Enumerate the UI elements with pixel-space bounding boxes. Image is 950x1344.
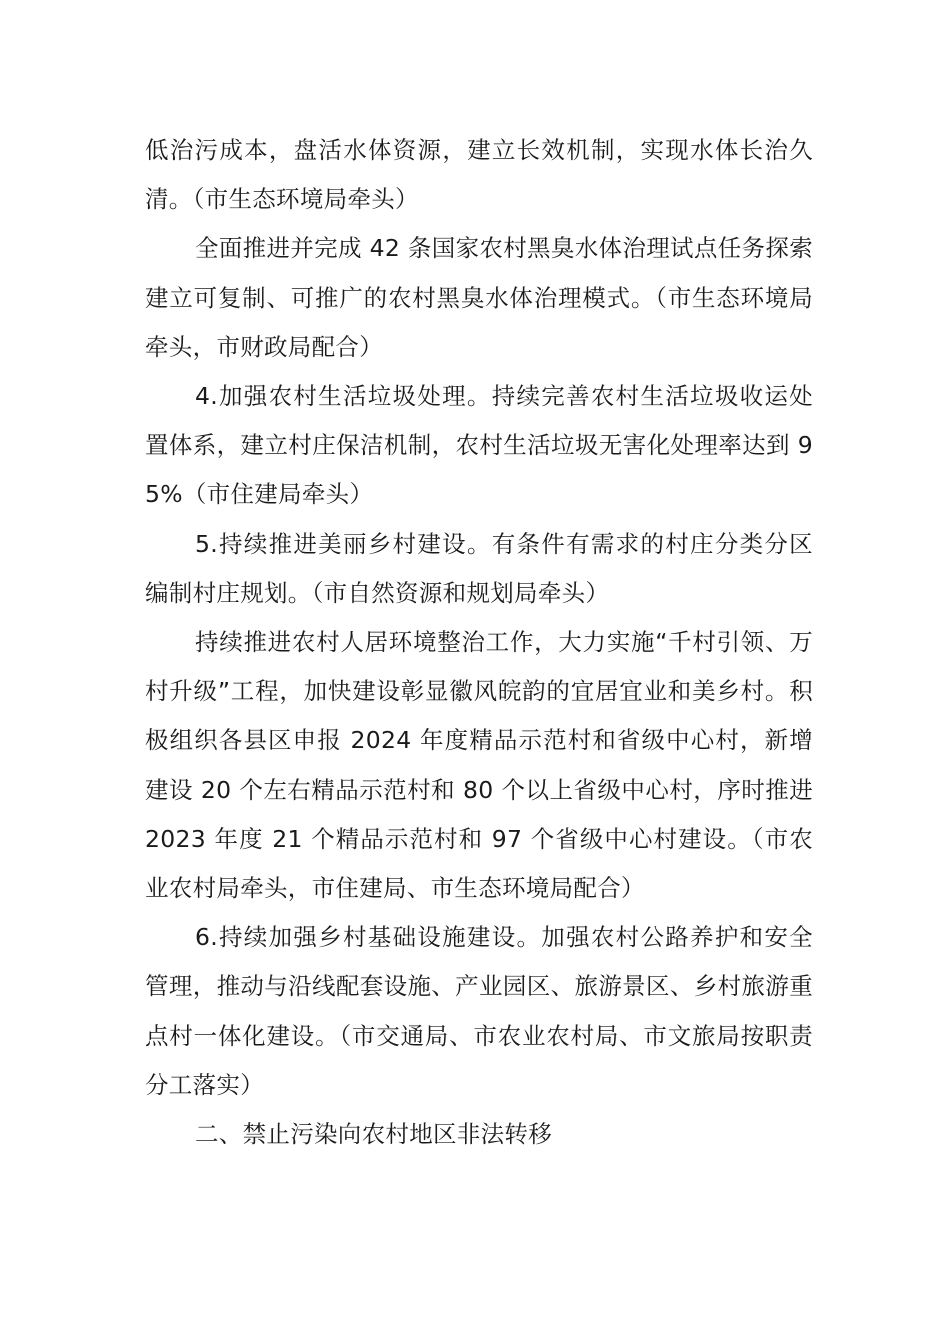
paragraph-item-5-beautiful-village: 5.持续推进美丽乡村建设。有条件有需求的村庄分类分区编制村庄规划。（市自然资源和规划局牵头） <box>145 529 813 607</box>
paragraph-continuation: 低治污成本，盘活水体资源，建立长效机制，实现水体长治久清。（市生态环境局牵头） <box>145 136 813 214</box>
section-heading-2: 二、禁止污染向农村地区非法转移 <box>195 1120 552 1149</box>
paragraph-item-4-garbage: 4.加强农村生活垃圾处理。持续完善农村生活垃圾收运处置体系，建立村庄保洁机制，农村生活垃圾无害化处理率达到 95%（市住建局牵头） <box>145 382 813 509</box>
paragraph-living-environment: 持续推进农村人居环境整治工作，大力实施“千村引领、万村升级”工程，加快建设彰显徽风皖韵的宜居宜业和美乡村。积极组织各县区申报 2024 年度精品示范村和省级中心村，新增建设 20 个左右精品示范村和 80 个以上省级中心村，序时推进 2023 年度 21 个精品示范村和 97 个省级中心村建设。（市农业农村局牵头，市住建局、市生态环境局配合） <box>145 628 813 903</box>
document-body <box>145 126 813 1159</box>
paragraph-black-odorous-water: 全面推进并完成 42 条国家农村黑臭水体治理试点任务探索建立可复制、可推广的农村黑臭水体治理模式。（市生态环境局牵头，市财政局配合） <box>145 234 813 361</box>
paragraph-item-6-infrastructure: 6.持续加强乡村基础设施建设。加强农村公路养护和安全管理，推动与沿线配套设施、产业园区、旅游景区、乡村旅游重点村一体化建设。（市交通局、市农业农村局、市文旅局按职责分工落实） <box>145 923 813 1099</box>
